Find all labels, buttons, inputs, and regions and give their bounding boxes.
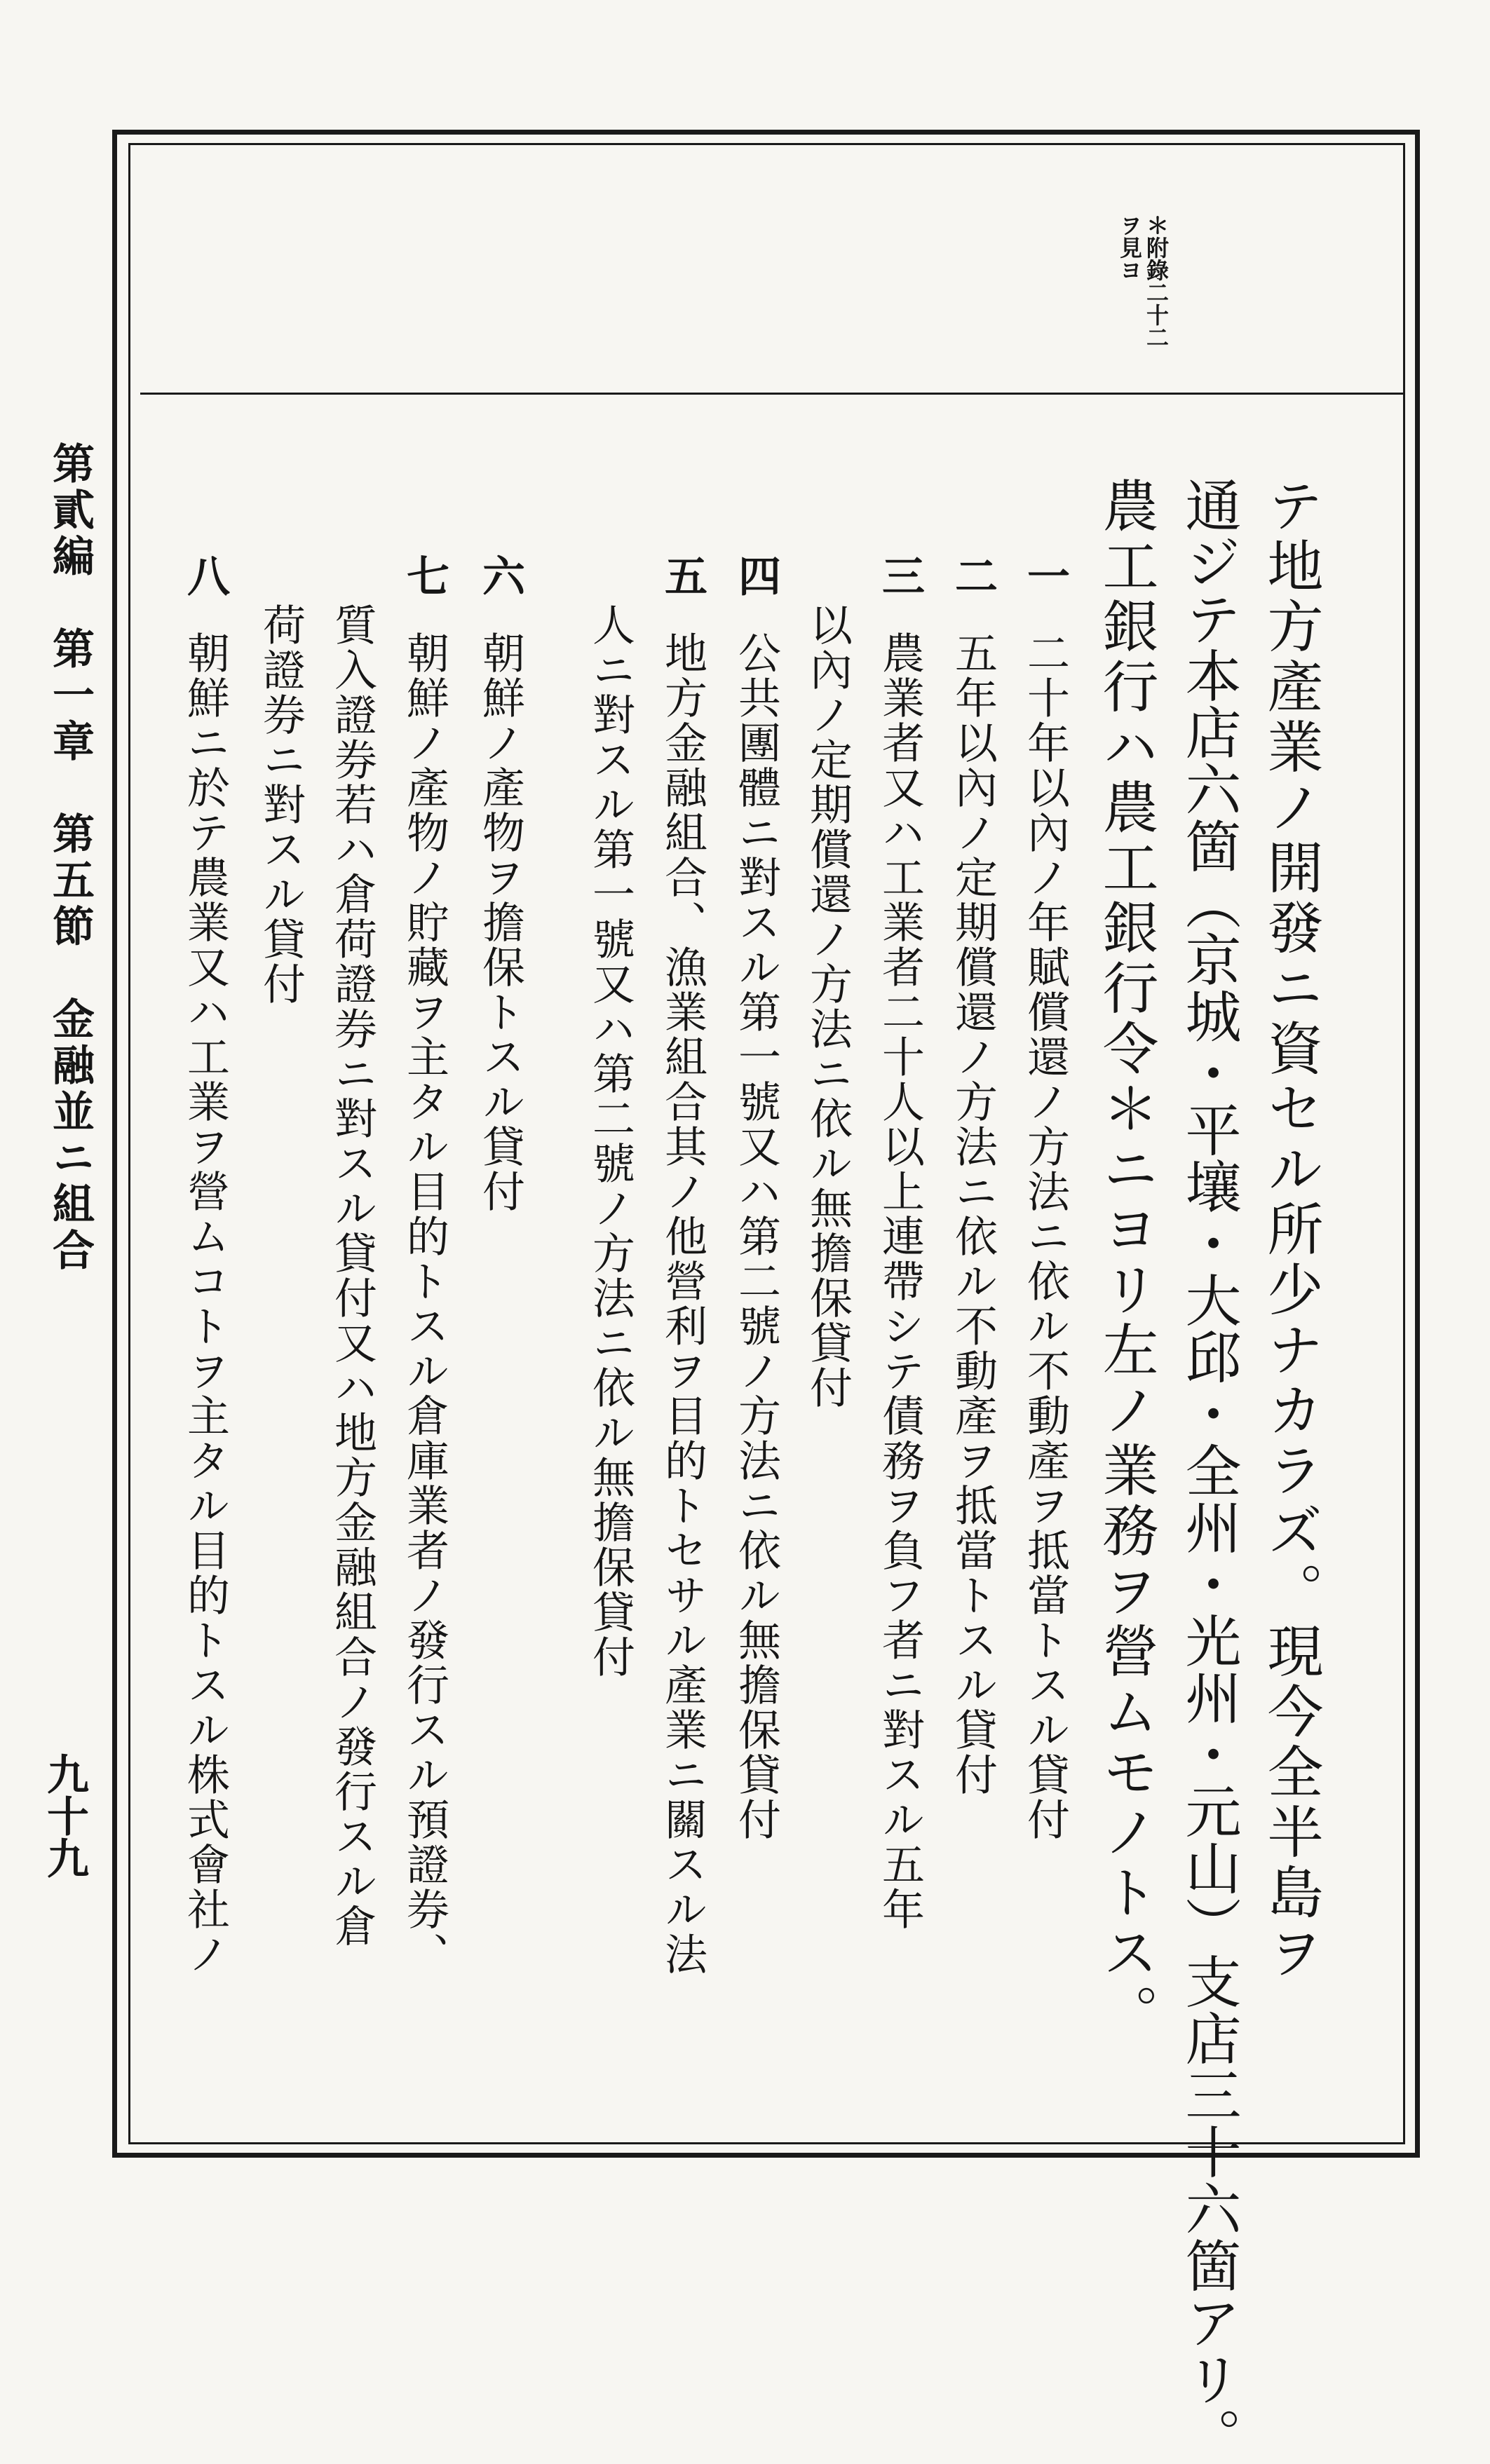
item-number-7: 七 bbox=[400, 554, 449, 597]
item-number-4: 四 bbox=[731, 554, 781, 597]
body-line-3: 農工銀行ハ農工銀行令＊ニヨリ左ノ業務ヲ營ムモノトス。 bbox=[1093, 477, 1158, 2044]
item-1-line-1: 二十年以內ノ年賦償還ノ方法ニ依ル不動產ヲ抵當トスル貸付 bbox=[1020, 631, 1070, 1842]
item-number-3: 三 bbox=[875, 554, 925, 597]
body-line-2: 通ジテ本店六箇（京城・平壤・大邱・全州・光州・元山）支店三十六箇アリ。 bbox=[1176, 477, 1241, 2464]
item-5-line-1: 地方金融組合、漁業組合其ノ他營利ヲ目的トセサル產業ニ關スル法 bbox=[658, 631, 707, 1977]
item-number-1: 一 bbox=[1020, 554, 1070, 597]
item-4-line-1: 公共團體ニ對スル第一號又ハ第二號ノ方法ニ依ル無擔保貸付 bbox=[731, 631, 781, 1842]
item-8-line-1: 朝鮮ニ於テ農業又ハ工業ヲ營ムコトヲ主タル目的トスル株式會社ノ bbox=[180, 631, 230, 1977]
item-6-line-1: 朝鮮ノ產物ヲ擔保トスル貸付 bbox=[475, 631, 525, 1214]
running-head: 第貳編 第一章 第五節 金融並ニ組合 bbox=[46, 442, 95, 1274]
item-number-2: 二 bbox=[948, 554, 998, 597]
item-2-line-1: 五年以內ノ定期償還ノ方法ニ依ル不動產ヲ抵當トスル貸付 bbox=[948, 631, 998, 1797]
item-number-8: 八 bbox=[180, 554, 230, 597]
item-3-line-2: 以內ノ定期償還ノ方法ニ依ル無擔保貸付 bbox=[803, 603, 853, 1410]
item-number-5: 五 bbox=[658, 554, 707, 597]
item-7-line-1: 朝鮮ノ產物ノ貯藏ヲ主タル目的トスル倉庫業者ノ發行スル預證券、 bbox=[400, 631, 449, 1977]
item-number-6: 六 bbox=[475, 554, 525, 597]
item-3-line-1: 農業者又ハ工業者二十人以上連帶シテ債務ヲ負フ者ニ對スル五年 bbox=[875, 631, 925, 1932]
body-line-1: テ地方產業ノ開發ニ資セル所少ナカラズ。現今全半島ヲ bbox=[1258, 477, 1323, 1984]
item-7-line-2: 質入證券若ハ倉荷證券ニ對スル貸付又ハ地方金融組合ノ發行スル倉 bbox=[327, 603, 377, 1949]
margin-note-line-2: ヲ見ヨ bbox=[1116, 214, 1143, 281]
margin-note-line-1: ＊附錄二十二 bbox=[1143, 214, 1170, 348]
item-7-line-3: 荷證券ニ對スル貸付 bbox=[256, 603, 306, 1007]
item-5-line-2: 人ニ對スル第一號又ハ第二號ノ方法ニ依ル無擔保貸付 bbox=[585, 603, 635, 1680]
note-separator-rule bbox=[140, 393, 1405, 395]
page-number: 九十九 bbox=[40, 1752, 89, 1879]
